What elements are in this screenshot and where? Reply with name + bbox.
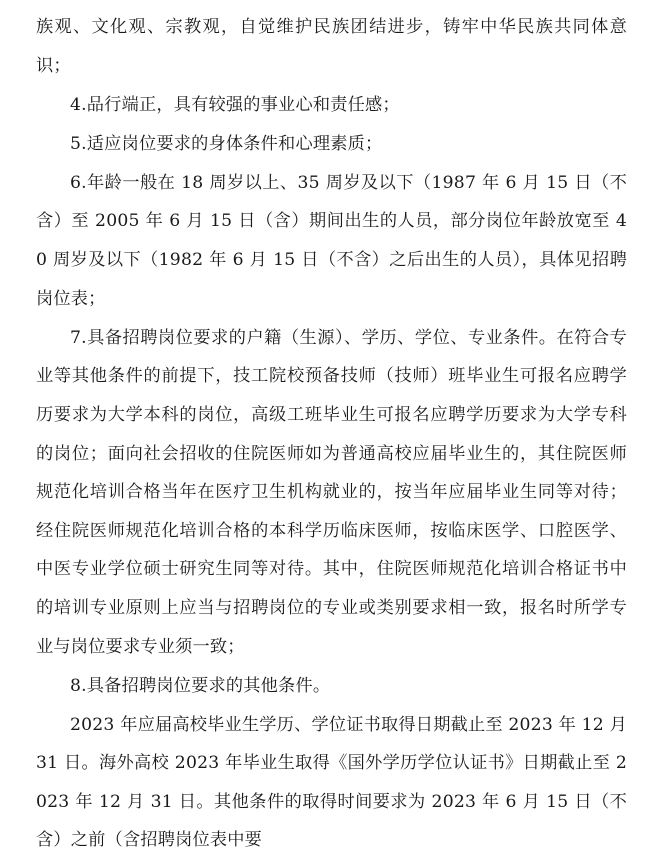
- paragraph-item-6: 6.年龄一般在 18 周岁以上、35 周岁及以下（1987 年 6 月 15 日（不含）至 2005 年 6 月 15 日（含）期间出生的人员，部分岗位年龄放宽至 40 周岁及以下（1982 年 6 月 15 日（不含）之后出生的人员），具体见招聘岗位表；: [36, 172, 627, 309]
- paragraph-item-5: 5.适应岗位要求的身体条件和心理素质；: [70, 133, 383, 154]
- paragraph-item-4: 4.品行端正，具有较强的事业心和责任感；: [70, 94, 400, 115]
- paragraph-item-8: 8.具备招聘岗位要求的其他条件。: [70, 675, 331, 696]
- paragraph-continued-ethnic-view: 族观、文化观、宗教观，自觉维护民族团结进步，铸牢中华民族共同体意识；: [36, 17, 627, 76]
- paragraph-certificate-deadline: 2023 年应届高校毕业生学历、学位证书取得日期截止至 2023 年 12 月 31 日。海外高校 2023 年毕业生取得《国外学历学位认证书》日期截止至 2023 年 12 月 31 日。其他条件的取得时间要求为 2023 年 6 月 15 日（不含）之前（含招聘岗位表中要: [36, 714, 627, 851]
- paragraph-item-7: 7.具备招聘岗位要求的户籍（生源）、学历、学位、专业条件。在符合专业等其他条件的前提下，技工院校预备技师（技师）班毕业生可报名应聘学历要求为大学本科的岗位，高级工班毕业生可报名应聘学历要求为大学专科的岗位；面向社会招收的住院医师如为普通高校应届毕业生的，其住院医师规范化培训合格当年在医疗卫生机构就业的，按当年应届毕业生同等对待；经住院医师规范化培训合格的本科学历临床医师，按临床医学、口腔医学、中医专业学位硕士研究生同等对待。其中，住院医师规范化培训合格证书中的培训专业原则上应当与招聘岗位的专业或类别要求相一致，报名时所学专业与岗位要求专业须一致；: [36, 327, 627, 657]
